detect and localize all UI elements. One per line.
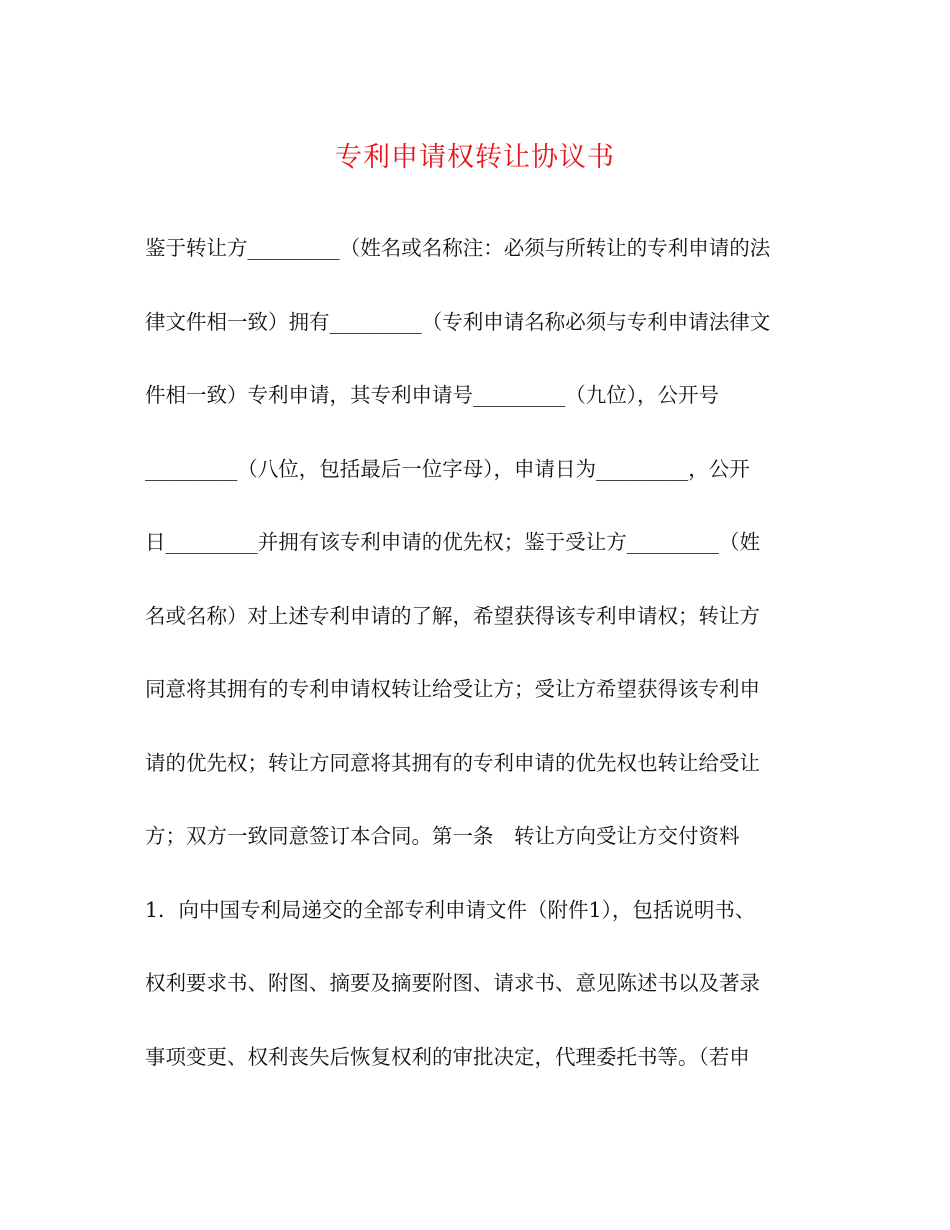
body-line-5: 日_________并拥有该专利申请的优先权；鉴于受让方_________（姓: [145, 530, 760, 554]
body-line-12: 事项变更、权利丧失后恢复权利的审批决定，代理委托书等。（若申: [145, 1044, 750, 1069]
body-line-7: 同意将其拥有的专利申请权转让给受让方；受让方希望获得该专利申: [145, 677, 760, 701]
body-line-2: 律文件相一致）拥有_________（专利申请名称必须与专利申请法律文: [145, 309, 771, 334]
body-line-9: 方；双方一致同意签订本合同。第一条 转让方向受让方交付资料: [145, 824, 740, 848]
body-line-8: 请的优先权；转让方同意将其拥有的专利申请的优先权也转让给受让: [145, 750, 760, 775]
document-title: 专利申请权转让协议书: [335, 142, 615, 173]
body-line-11: 权利要求书、附图、摘要及摘要附图、请求书、意见陈述书以及著录: [145, 971, 760, 995]
body-line-6: 名或名称）对上述专利申请的了解，希望获得该专利申请权；转让方: [145, 603, 760, 628]
body-line-10: 1．向中国专利局递交的全部专利申请文件（附件1），包括说明书、: [145, 897, 756, 922]
document-body: [145, 226, 810, 1108]
body-line-4: _________（八位，包括最后一位字母），申请日为_________，公开: [145, 456, 750, 481]
body-line-3: 件相一致）专利申请，其专利申请号_________（九位），公开号: [145, 383, 719, 407]
body-line-1: 鉴于转让方_________（姓名或名称注：必须与所转让的专利申请的法: [145, 236, 771, 260]
